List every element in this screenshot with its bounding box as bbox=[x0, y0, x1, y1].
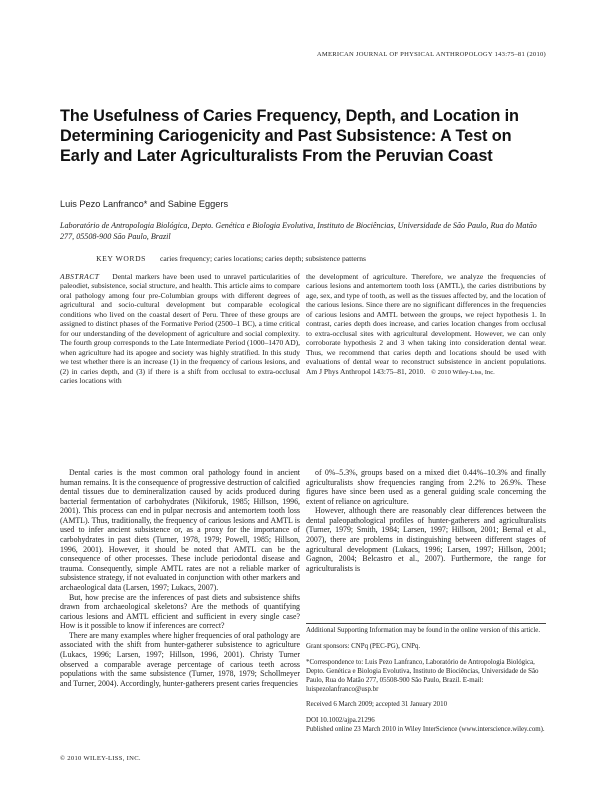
abstract-text-right: the development of agriculture. Therefore, we analyze the frequencies of carious lesions and antemortem tooth loss (AMTL), the caries distributions by age, sex, and type of tooth, as well as the tissues affected by, and the location of the carious lesions. Since there are no significant differences in the frequencies of carious lesions and AMTL between the groups, we reject hypothesis 1. In contrast, caries depth does increase, and caries location changes from occlusal to extra-occlusal sites with agricultural development. However, we can only corroborate hypothesis 2 and 3 when taking into consideration dental wear. Thus, we recommend that caries depth and locations should be used with evaluations of dental wear to reconstruct subsistence in ancient populations. Am J Phys Anthropol 143:75–81, 2010. bbox=[306, 272, 546, 376]
footnote-grant-sponsors: Grant sponsors: CNPq (PEC-PG), CNPq. bbox=[306, 642, 421, 650]
keywords-label: KEY WORDS bbox=[96, 254, 146, 263]
footnote-doi: DOI 10.1002/ajpa.21296 Published online 23 March 2010 in Wiley InterScience (www.interscience.wiley.com). bbox=[306, 717, 545, 734]
body-column-right bbox=[306, 468, 546, 573]
footnote-received-dates: Received 6 March 2009; accepted 31 January 2010 bbox=[306, 701, 448, 709]
footer-copyright: © 2010 WILEY-LISS, INC. bbox=[60, 755, 141, 762]
footnote-correspondence: *Correspondence to: Luis Pezo Lanfranco, Laboratório de Antropologia Biológica, Depto. Genética e Biologia Evolutiva, Instituto de Biociências, Universidade de São Paulo, Rua do Matão 277, 05508-900 São Paulo, Brazil. E-mail: luispezolanfranco@usp.br bbox=[306, 658, 539, 693]
running-head: AMERICAN JOURNAL OF PHYSICAL ANTHROPOLOGY 143:75–81 (2010) bbox=[316, 51, 546, 58]
keywords-text: caries frequency; caries locations; caries depth; subsistence patterns bbox=[160, 254, 367, 263]
abstract-column-right bbox=[306, 272, 546, 377]
author-affiliation: Laboratório de Antropologia Biológica, Depto. Genética e Biologia Evolutiva, Instituto de Biociências, Universidade de São Paulo, Rua do Matão 277, 05508-900 São Paulo, Brazil bbox=[60, 221, 537, 241]
abstract-text-left: Dental markers have been used to unravel particularities of paleodiet, subsistence, social structure, and health. This article aims to compare oral pathology among four pre-Columbian groups with different degrees of agricultural and socio-cultural development but comparable ecological conditions who lived on the coastal desert of Peru. Three of these groups are assigned to distinct phases of the Formative Period (2500–1 BC), a time critical for our understanding of the development of agriculture and social complexity. The fourth group corresponds to the Late Intermediate Period (1000–1470 AD), when agriculture had its apogee and society was highly stratified. In this study we test whether there is an increase (1) in the frequency of carious lesions, and (2) in caries depth, and (3) if there is a shift from occlusal to extra-occlusal caries locations with bbox=[60, 272, 301, 385]
author-list: Luis Pezo Lanfranco* and Sabine Eggers bbox=[60, 199, 229, 209]
body-paragraph: Dental caries is the most common oral pathology found in ancient human remains. It is the consequence of progressive destruction of calcified dental tissues due to demineralization caused by acids produced during bacterial fermentation of carbohydrates (Nikiforuk, 1985; Hillson, 1996, 2001). This process can end in pulpar necrosis and antemortem tooth loss (AMTL). Thus, traditionally, the frequency of carious lesions and AMTL is used to infer ancient subsistence or, as a proxy for the importance of carbohydrates in past diets (Turner, 1978, 1979; Powell, 1985; Hillson, 1996, 2001). However, it should be noted that AMTL can be the consequence of other processes. These include periodontal disease and trauma. Consequently, simple AMTL rates are not a reliable marker of subsistence strategy, if not evaluated in conjunction with other markers and archaeological data (Larsen, 1997; Lukacs, 2007). bbox=[60, 468, 300, 592]
body-column-left bbox=[60, 468, 300, 688]
abstract-label: ABSTRACT bbox=[60, 272, 100, 281]
body-paragraph: There are many examples where higher frequencies of oral pathology are associated with the shift from hunter-gatherer subsistence to agriculture (Lukacs, 1996; Larsen, 1997; Hillson, 1996, 2001). Christy Turner observed a comparable average percentage of carious teeth across populations with the same subsistence (Turner, 1978, 1979; Schollmeyer and Turner, 2004). Accordingly, hunter-gatherers present caries frequencies bbox=[60, 630, 300, 688]
body-paragraph: of 0%–5.3%, groups based on a mixed diet 0.44%–10.3% and finally agriculturalists show frequencies ranging from 2.2% to 26.9%. These figures have since been used as a general guiding scale concerning the extent of reliance on agriculture. bbox=[306, 468, 546, 506]
body-paragraph: However, although there are reasonably clear differences between the dental paleopathological profiles of hunter-gatherers and agriculturalists (Turner, 1979; Smith, 1984; Larsen, 1997; Hillson, 2001; Bernal et al., 2007), there are problems in distinguishing between different stages of agricultural development (Lukacs, 1996; Larsen, 1997; Hillson, 2001; Gagnon, 2004; Belcastro et al., 2007). Furthermore, the range for agriculturalists is bbox=[306, 506, 546, 573]
abstract-column-left bbox=[60, 272, 300, 385]
abstract-copyright: © 2010 Wiley-Liss, Inc. bbox=[431, 368, 495, 376]
footnotes-block bbox=[306, 623, 546, 735]
body-paragraph: But, how precise are the inferences of past diets and subsistence shifts drawn from archaeological skeletons? Are the methods of quantifying carious lesions and AMTL efficient and sufficient in every single case? How is it possible to know if inferences are correct? bbox=[60, 592, 300, 631]
footnote-supporting-info: Additional Supporting Information may be found in the online version of this article. bbox=[306, 627, 541, 634]
keywords-line bbox=[60, 254, 550, 263]
article-title: The Usefulness of Caries Frequency, Depth, and Location in Determining Cariogenicity and Past Subsistence: A Test on Early and Later Agriculturalists From the Peruvian Coast bbox=[60, 107, 519, 165]
